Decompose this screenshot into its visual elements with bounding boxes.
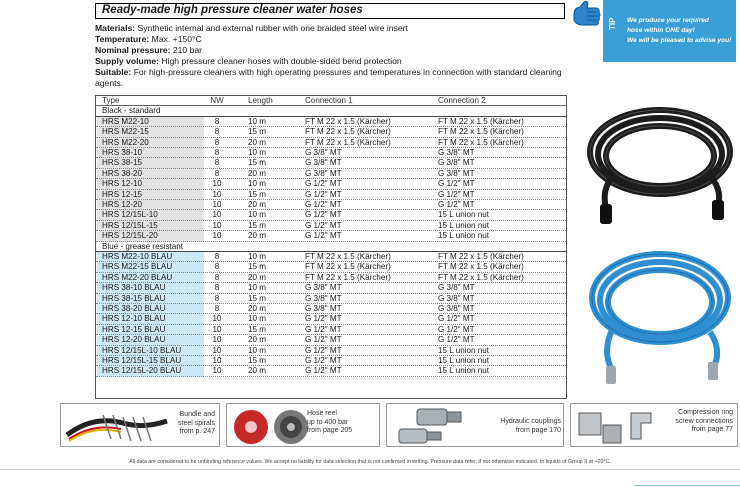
table-cell: HRS M22-15 [102, 127, 149, 137]
table-cell: HRS 12/15L-20 BLAU [102, 366, 182, 376]
table-cell: FT M 22 x 1.5 (Kärcher) [438, 137, 524, 147]
column-header: Length [248, 96, 273, 105]
table-cell: HRS 12/15L-15 BLAU [102, 356, 182, 365]
table-cell: HRS 12-15 BLAU [102, 324, 166, 334]
table-cell: G 1/2" MT [438, 335, 475, 345]
table-cell: 10 m [248, 210, 266, 220]
table-row [96, 138, 566, 148]
table-cell: 8 [214, 283, 220, 293]
table-cell: HRS M22-15 BLAU [102, 262, 173, 272]
table-cell: HRS 12/15L-10 BLAU [102, 345, 182, 355]
table-row [96, 200, 566, 210]
table-cell: 15 L union nut [438, 210, 490, 220]
table-cell: FT M 22 x 1.5 (Kärcher) [438, 127, 524, 137]
table-row [96, 210, 566, 220]
table-cell: G 1/2" MT [305, 179, 342, 189]
table-cell: G 3/8" MT [305, 304, 342, 313]
table-cell: G 3/8" MT [438, 293, 475, 303]
table-cell: G 1/2" MT [305, 200, 342, 209]
related-compression-caption: Compression ring screw connections from page 77 [675, 409, 733, 433]
table-cell: G 3/8" MT [305, 283, 342, 293]
column-header: NW [210, 96, 224, 105]
table-row [96, 294, 566, 304]
table-cell: FT M 22 x 1.5 (Kärcher) [305, 127, 391, 137]
table-row [96, 283, 566, 293]
table-cell: 10 [212, 335, 222, 345]
table-cell: G 3/8" MT [438, 158, 475, 168]
black-hose-image [582, 92, 737, 227]
table-cell: 10 m [248, 345, 266, 355]
table-cell: FT M 22 x 1.5 (Kärcher) [438, 252, 524, 261]
table-cell: HRS 38-20 [102, 168, 143, 178]
table-cell: G 1/2" MT [305, 220, 342, 230]
table-cell: FT M 22 x 1.5 (Kärcher) [438, 116, 524, 126]
table-cell: 15 m [248, 158, 266, 168]
table-cell: FT M 22 x 1.5 (Kärcher) [305, 252, 391, 261]
table-cell: 10 [212, 220, 222, 230]
table-row [96, 190, 566, 200]
table-cell: G 1/2" MT [305, 231, 342, 241]
table-cell: 10 [212, 179, 222, 189]
table-cell: 10 [212, 366, 222, 376]
table-cell: HRS M22-20 [102, 137, 149, 147]
table-cell: FT M 22 x 1.5 (Kärcher) [438, 272, 524, 282]
table-cell: G 1/2" MT [438, 314, 475, 324]
table-cell: 20 m [248, 335, 266, 345]
table-cell: 10 [212, 231, 222, 241]
column-header: Connection 2 [438, 96, 486, 105]
table-cell: G 1/2" MT [305, 345, 342, 355]
table-cell: 10 m [248, 179, 266, 189]
table-cell: 8 [214, 127, 220, 137]
table-cell: HRS M22-10 [102, 116, 149, 126]
table-cell: 10 [212, 345, 222, 355]
table-cell: G 1/2" MT [305, 324, 342, 334]
spec-materials: Materials: Synthetic internal and external rubber with one braided steel wire insert [95, 23, 408, 33]
hose-reel-icon [229, 405, 319, 447]
table-cell: HRS 12-15 [102, 189, 143, 199]
compression-fitting-icon [573, 405, 661, 447]
table-cell: HRS 38-15 BLAU [102, 293, 166, 303]
table-cell: 15 m [248, 293, 266, 303]
table-cell: G 1/2" MT [305, 356, 342, 365]
related-spirals-caption: Bundle and steel spirals from p. 247 [178, 411, 215, 435]
table-cell: 8 [214, 252, 220, 261]
table-row [96, 148, 566, 158]
spec-supply: Supply volume: High pressure cleaner hoses with double-sided bend protection [95, 56, 402, 66]
related-hose-reel-caption: Hose reel up to 400 bar from page 205 [307, 410, 353, 434]
table-cell: 20 m [248, 137, 266, 147]
table-cell: HRS 12-10 [102, 179, 143, 189]
spec-temperature: Temperature: Max. +150°C [95, 34, 202, 44]
group-name: Black - standard [102, 106, 161, 116]
table-cell: FT M 22 x 1.5 (Kärcher) [438, 262, 524, 272]
table-cell: 10 [212, 324, 222, 334]
table-cell: FT M 22 x 1.5 (Kärcher) [305, 116, 391, 126]
table-row [96, 252, 566, 262]
table-row [96, 335, 566, 345]
table-cell: 15 L union nut [438, 345, 490, 355]
table-cell: HRS M22-10 BLAU [102, 252, 173, 261]
table-row [96, 179, 566, 189]
table-cell: 10 [212, 200, 222, 209]
table-row [96, 366, 566, 376]
table-cell: 15 m [248, 220, 266, 230]
table-row [96, 304, 566, 314]
table-cell: G 1/2" MT [305, 314, 342, 324]
table-row [96, 127, 566, 137]
table-cell: HRS 38-15 [102, 158, 143, 168]
table-cell: HRS 12/15L-15 [102, 220, 158, 230]
table-cell: G 1/2" MT [305, 335, 342, 345]
table-cell: G 3/8" MT [438, 148, 475, 157]
table-cell: 10 m [248, 252, 266, 261]
table-row [96, 262, 566, 272]
table-cell: G 1/2" MT [305, 366, 342, 376]
table-cell: G 3/8" MT [438, 168, 475, 178]
title-bar [95, 3, 565, 19]
related-couplings-caption: Hydraulic couplings from page 170 [500, 418, 561, 434]
table-cell: G 3/8" MT [438, 283, 475, 293]
table-cell: 10 m [248, 314, 266, 324]
table-cell: 10 m [248, 116, 266, 126]
group-name: Blue - grease resistant [102, 241, 183, 251]
table-row [96, 356, 566, 366]
table-cell: G 3/8" MT [438, 304, 475, 313]
table-cell: G 1/2" MT [438, 200, 475, 209]
spec-suitable: Suitable: For high-pressure cleaners with high operating pressures and temperatures in connection with standard cleaning agents. [95, 67, 562, 88]
table-cell: 15 L union nut [438, 366, 490, 376]
table-cell: G 1/2" MT [438, 179, 475, 189]
thumbs-up-icon [570, 0, 604, 30]
table-cell: G 1/2" MT [305, 189, 342, 199]
table-row [96, 325, 566, 335]
table-cell: 10 [212, 189, 222, 199]
footer-divider [0, 469, 740, 470]
group-heading [96, 106, 566, 116]
tip-label: TIP [608, 17, 617, 30]
table-cell: HRS 38-20 BLAU [102, 304, 166, 313]
specifications [95, 23, 565, 89]
tip-text: We produce your required hose within ONE day! We will be pleased to advise you! [627, 17, 732, 44]
table-cell: 10 [212, 314, 222, 324]
table-cell: 8 [214, 137, 220, 147]
spec-pressure: Nominal pressure: 210 bar [95, 45, 203, 55]
page-title: Ready-made high pressure cleaner water hoses [102, 4, 363, 16]
table-cell: 15 L union nut [438, 231, 490, 241]
table-cell: 15 m [248, 324, 266, 334]
table-cell: 8 [214, 272, 220, 282]
table-cell: G 3/8" MT [305, 293, 342, 303]
table-cell: 20 m [248, 366, 266, 376]
related-compression-fittings[interactable] [570, 403, 738, 447]
table-cell: HRS M22-20 BLAU [102, 272, 173, 282]
table-cell: 15 m [248, 189, 266, 199]
table-cell: 8 [214, 168, 220, 178]
related-hose-reel[interactable] [226, 403, 380, 447]
table-cell: 8 [214, 148, 220, 157]
table-row [96, 231, 566, 241]
table-cell: FT M 22 x 1.5 (Kärcher) [305, 137, 391, 147]
table-cell: 15 m [248, 262, 266, 272]
table-row [96, 169, 566, 179]
table-cell: 10 m [248, 148, 266, 157]
related-couplings[interactable] [386, 403, 564, 447]
table-header [96, 96, 566, 106]
table-cell: 15 m [248, 127, 266, 137]
table-cell: HRS 12/15L-20 [102, 231, 158, 241]
coupling-icon [393, 405, 489, 447]
blue-hose-image [582, 240, 737, 390]
table-cell: 20 m [248, 231, 266, 241]
group-heading [96, 242, 566, 252]
table-cell: 15 L union nut [438, 356, 490, 365]
table-cell: 10 [212, 356, 222, 365]
table-cell: 8 [214, 293, 220, 303]
table-cell: G 1/2" MT [438, 324, 475, 334]
table-row [96, 273, 566, 283]
table-row [96, 221, 566, 231]
table-cell: G 3/8" MT [305, 168, 342, 178]
footer-accent [634, 485, 740, 486]
table-cell: G 3/8" MT [305, 148, 342, 157]
table-cell: 10 m [248, 283, 266, 293]
table-cell: HRS 12-10 BLAU [102, 314, 166, 324]
column-header: Type [102, 96, 120, 105]
table-cell: HRS 38-10 [102, 148, 143, 157]
table-cell: G 1/2" MT [305, 210, 342, 220]
table-cell: 8 [214, 262, 220, 272]
table-cell: HRS 38-10 BLAU [102, 283, 166, 293]
table-cell: 15 m [248, 356, 266, 365]
table-cell: HRS 12-20 BLAU [102, 335, 166, 345]
table-cell: 15 L union nut [438, 220, 490, 230]
table-cell: 8 [214, 304, 220, 313]
table-cell: 20 m [248, 272, 266, 282]
table-row [96, 346, 566, 356]
table-cell: 20 m [248, 304, 266, 313]
table-cell: HRS 12-20 [102, 200, 143, 209]
table-cell: G 1/2" MT [438, 189, 475, 199]
table-row [96, 117, 566, 127]
table-cell: FT M 22 x 1.5 (Kärcher) [305, 272, 391, 282]
table-cell: 8 [214, 116, 220, 126]
table-cell: G 3/8" MT [305, 158, 342, 168]
table-cell: 20 m [248, 200, 266, 209]
table-cell: HRS 12/15L-10 [102, 210, 158, 220]
table-cell: 8 [214, 158, 220, 168]
related-spirals[interactable] [60, 403, 220, 447]
table-row [96, 314, 566, 324]
table-row [96, 158, 566, 168]
footer-disclaimer: All data are considered to be unbinding reference values. We accept no liability for data selection that is not confirmed in writing. Pressure data refer, if not otherwise indicated, to liquids of Group II at +20°C. [129, 459, 611, 465]
column-header: Connection 1 [305, 96, 353, 105]
table-cell: FT M 22 x 1.5 (Kärcher) [305, 262, 391, 272]
table-cell: 20 m [248, 168, 266, 178]
table-cell: 10 [212, 210, 222, 220]
